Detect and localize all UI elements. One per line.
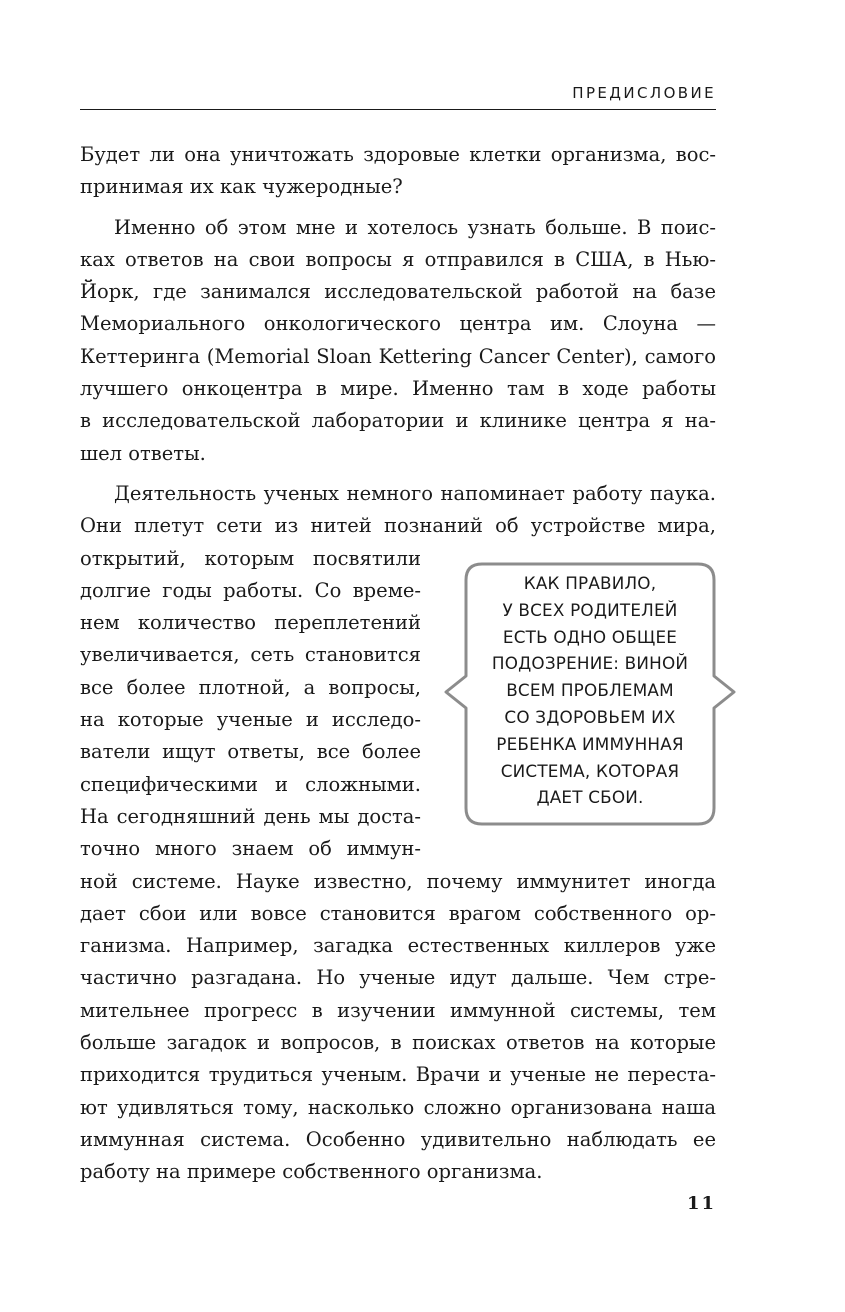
paragraph-2 xyxy=(80,212,716,470)
running-head: ПРЕДИСЛОВИЕ xyxy=(572,84,716,102)
header-rule xyxy=(80,109,716,110)
text-line: Они плетут сети из нитей познаний об устройстве мира, xyxy=(80,514,716,538)
callout-line: КАК ПРАВИЛО, xyxy=(523,573,657,593)
callout-line: СИСТЕМА, КОТОРАЯ xyxy=(500,760,680,781)
callout-line: СО ЗДОРОВЬЕМ ИХ xyxy=(504,706,676,727)
text-line: открытий, которым посвятили xyxy=(80,546,421,570)
text-line: Именно об этом мне и хотелось узнать больше. В поис- xyxy=(114,215,716,239)
text-line: специфическими и сложными. xyxy=(80,772,421,796)
text-line: больше загадок и вопросов, в поисках ответов на которые xyxy=(80,1031,716,1055)
text-line: Кеттеринга (Memorial Sloan Kettering Cancer Center), самого xyxy=(80,344,716,368)
text-line: Мемориального онкологического центра им. Слоуна — xyxy=(80,312,716,336)
text-line: ной системе. Науке известно, почему иммунитет иногда xyxy=(80,869,716,893)
text-line: на которые ученые и исследо- xyxy=(80,708,421,732)
text-line: ют удивляться тому, насколько сложно организована наша xyxy=(80,1095,716,1119)
text-line: Йорк, где занимался исследовательской работой на базе xyxy=(80,280,716,304)
text-line: ватели ищут ответы, все более xyxy=(80,740,421,764)
text-line: ках ответов на свои вопросы я отправился в США, в Нью- xyxy=(80,247,716,271)
callout-line: ЕСТЬ ОДНО ОБЩЕЕ xyxy=(502,626,678,647)
callout-line: У ВСЕХ РОДИТЕЛЕЙ xyxy=(502,599,678,620)
text-line: нем количество переплетений xyxy=(80,611,421,635)
text-line: точно много знаем об иммун- xyxy=(80,837,421,861)
text-line: Будет ли она уничтожать здоровые клетки организма, вос- xyxy=(80,143,716,166)
text-line: частично разгадана. Но ученые идут дальше. Чем стре- xyxy=(80,966,716,990)
text-line: мительнее прогресс в изучении иммунной системы, тем xyxy=(80,998,716,1022)
text-line: долгие годы работы. Со време- xyxy=(80,578,421,602)
text-line: иммунная система. Особенно удивительно наблюдать ее xyxy=(80,1127,716,1151)
text-line: приходится трудиться ученым. Врачи и ученые не переста- xyxy=(80,1063,716,1087)
text-line: ганизма. Например, загадка естественных киллеров уже xyxy=(80,934,716,958)
text-line: работу на примере собственного организма. xyxy=(80,1160,543,1184)
text-line: дает сбои или вовсе становится врагом собственного ор- xyxy=(80,901,716,925)
callout-line: РЕБЕНКА ИММУННАЯ xyxy=(496,733,684,754)
paragraph-1 xyxy=(80,139,716,204)
text-line: шел ответы. xyxy=(80,441,206,465)
callout-line: ПОДОЗРЕНИЕ: ВИНОЙ xyxy=(491,653,689,674)
callout-line: ДАЕТ СБОИ. xyxy=(536,787,644,808)
text-line: увеличивается, сеть становится xyxy=(80,643,421,667)
pull-quote-callout xyxy=(444,562,736,826)
text-line: Деятельность ученых немного напоминает работу паука. xyxy=(114,481,716,505)
text-line: все более плотной, а вопросы, xyxy=(80,675,421,699)
callout-line: ВСЕМ ПРОБЛЕМАМ xyxy=(506,680,674,701)
text-line: На сегодняшний день мы доста- xyxy=(80,804,421,828)
text-line: принимая их как чужеродные? xyxy=(80,175,403,199)
text-line: лучшего онкоцентра в мире. Именно там в ходе работы xyxy=(80,377,716,401)
callout-text xyxy=(468,570,712,811)
text-line: в исследовательской лаборатории и клинике центра я на- xyxy=(80,409,716,433)
page-number: 11 xyxy=(686,1193,716,1214)
